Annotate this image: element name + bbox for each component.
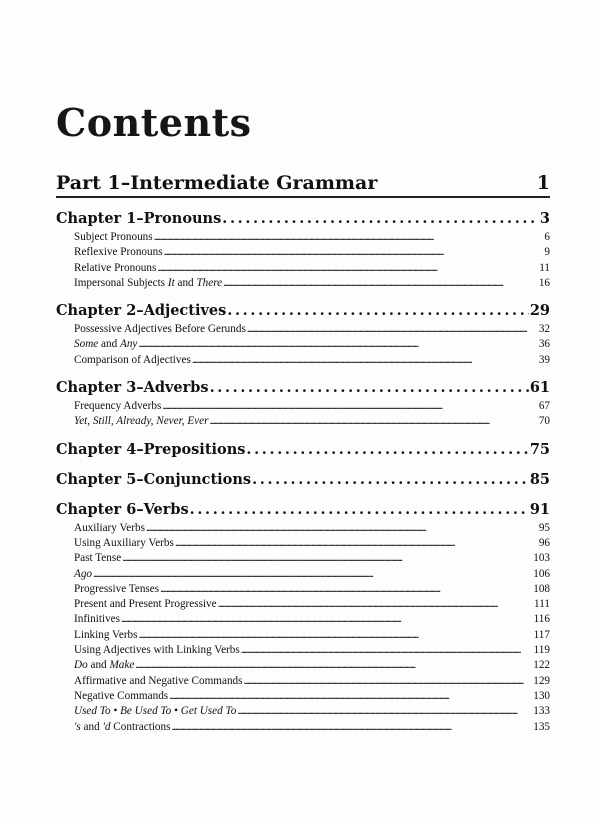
section-title [74, 720, 170, 735]
section-title [74, 353, 191, 368]
section-text: Progressive Tenses [74, 582, 160, 595]
dot-leader [222, 209, 539, 229]
section-text: Past Tense [74, 552, 122, 565]
section-page-number: 11 [539, 261, 550, 274]
section-page-number: 130 [533, 689, 550, 702]
dot-leader [138, 337, 537, 352]
chapter-page-number: 91 [529, 500, 550, 518]
section-title [74, 536, 174, 551]
section-page-number: 122 [533, 659, 550, 672]
section-title [74, 230, 153, 245]
section-title [74, 551, 121, 566]
chapter-entry [56, 209, 550, 291]
section-text: Possessive Adjectives Before Gerunds [74, 323, 246, 336]
section-row[interactable] [56, 414, 550, 429]
section-title [74, 567, 92, 582]
section-text: Infinitives [74, 613, 120, 626]
section-list [56, 399, 550, 430]
section-page-number: 133 [533, 705, 550, 718]
dot-leader [237, 704, 532, 719]
section-title [74, 414, 208, 429]
section-page-number: 96 [538, 536, 550, 549]
section-row[interactable] [56, 612, 550, 627]
chapter-title: Chapter 3–Adverbs [56, 379, 209, 397]
chapter-title: Chapter 2–Adjectives [56, 302, 227, 320]
section-text: and [174, 276, 197, 289]
part-heading [56, 172, 550, 198]
chapter-title: Chapter 6–Verbs [56, 500, 189, 518]
section-text: Negative Commands [74, 689, 169, 702]
section-title [74, 261, 156, 276]
section-row[interactable] [56, 245, 550, 260]
section-page-number: 108 [533, 582, 550, 595]
section-title [74, 628, 138, 643]
dot-leader [223, 276, 538, 291]
section-page-number: 111 [534, 598, 550, 611]
section-page-number: 103 [533, 552, 550, 565]
section-text: Using Auxiliary Verbs [74, 536, 174, 549]
dot-leader [246, 440, 528, 460]
section-title [74, 658, 134, 673]
dot-leader [135, 658, 532, 673]
chapter-entry [56, 500, 550, 735]
section-row[interactable] [56, 276, 550, 291]
section-row[interactable] [56, 230, 550, 245]
dot-leader [192, 353, 538, 368]
section-text: Affirmative and Negative Commands [74, 674, 243, 687]
dot-leader [209, 414, 537, 429]
section-title [74, 704, 236, 719]
dot-leader [218, 597, 533, 612]
page-title: Contents [56, 100, 252, 145]
dot-leader [162, 399, 538, 414]
chapter-title: Chapter 5–Conjunctions [56, 470, 252, 488]
dot-leader [121, 612, 533, 627]
chapter-row[interactable] [56, 301, 550, 321]
section-row[interactable] [56, 597, 550, 612]
section-row[interactable] [56, 720, 550, 735]
section-page-number: 106 [533, 567, 550, 580]
section-text: and [80, 720, 103, 733]
section-title [74, 643, 240, 658]
section-page-number: 67 [538, 400, 550, 413]
section-list [56, 322, 550, 368]
dot-leader [190, 500, 529, 520]
section-row[interactable] [56, 628, 550, 643]
dot-leader [244, 674, 533, 689]
chapter-page-number: 85 [529, 470, 550, 488]
section-row[interactable] [56, 704, 550, 719]
section-page-number: 16 [538, 276, 550, 289]
dot-leader [146, 521, 538, 536]
section-page-number: 36 [538, 338, 550, 351]
chapter-entry [56, 440, 550, 460]
chapter-entry [56, 301, 550, 368]
section-page-number: 6 [544, 231, 550, 243]
section-italic-text: Any [119, 338, 138, 351]
section-list [56, 521, 550, 735]
section-italic-text: 's [74, 720, 81, 733]
section-row[interactable] [56, 536, 550, 551]
dot-leader [154, 230, 544, 245]
dot-leader [122, 551, 532, 566]
section-text: Linking Verbs [74, 628, 138, 641]
section-title [74, 322, 246, 337]
section-row[interactable] [56, 674, 550, 689]
section-list [56, 230, 550, 291]
section-page-number: 39 [538, 353, 550, 366]
section-row[interactable] [56, 353, 550, 368]
section-row[interactable] [56, 551, 550, 566]
section-text: Frequency Adverbs [74, 400, 162, 413]
section-text: Using Adjectives with Linking Verbs [74, 644, 240, 657]
section-page-number: 70 [538, 415, 550, 428]
section-row[interactable] [56, 261, 550, 276]
part-label: Part 1–Intermediate Grammar [56, 172, 378, 194]
section-page-number: 95 [538, 521, 550, 534]
chapter-row[interactable] [56, 378, 550, 398]
section-page-number: 119 [533, 644, 550, 657]
section-title [74, 521, 145, 536]
section-italic-text: Used To • Be Used To • Get Used To [74, 705, 237, 718]
section-text: Auxiliary Verbs [74, 521, 145, 534]
chapter-page-number: 61 [529, 379, 550, 397]
section-page-number: 117 [533, 628, 550, 641]
chapter-row[interactable] [56, 209, 550, 229]
chapter-row[interactable] [56, 500, 550, 520]
chapter-page-number: 75 [529, 440, 550, 458]
dot-leader [241, 643, 533, 658]
section-italic-text: Some [74, 338, 99, 351]
section-text: Contractions [110, 720, 171, 733]
section-row[interactable] [56, 658, 550, 673]
section-title [74, 245, 163, 260]
chapter-entry [56, 378, 550, 430]
chapter-page-number: 29 [529, 302, 550, 320]
section-page-number: 32 [538, 323, 550, 336]
chapter-row[interactable] [56, 440, 550, 460]
section-title [74, 276, 222, 291]
chapter-row[interactable] [56, 470, 550, 490]
section-page-number: 129 [533, 674, 550, 687]
chapter-title: Chapter 1–Pronouns [56, 210, 222, 227]
section-row[interactable] [56, 567, 550, 582]
dot-leader [252, 470, 529, 490]
section-row[interactable] [56, 643, 550, 658]
section-page-number: 9 [544, 246, 550, 259]
section-title [74, 612, 120, 627]
section-italic-text: It [167, 276, 175, 289]
dot-leader [227, 301, 529, 321]
section-page-number: 116 [533, 613, 550, 626]
section-row[interactable] [56, 582, 550, 597]
dot-leader [169, 689, 532, 704]
part-page-number: 1 [536, 172, 550, 194]
section-title [74, 399, 161, 414]
section-italic-text: Ago [74, 567, 93, 580]
dot-leader [157, 261, 538, 276]
section-italic-text: There [196, 276, 223, 289]
section-text: and [87, 659, 110, 672]
section-italic-text: 'd [102, 720, 111, 733]
table-of-contents [56, 209, 550, 735]
section-row[interactable] [56, 399, 550, 414]
dot-leader [139, 628, 533, 643]
section-row[interactable] [56, 521, 550, 536]
section-text: Present and Present Progressive [74, 598, 217, 611]
section-row[interactable] [56, 337, 550, 352]
dot-leader [164, 245, 544, 260]
section-page-number: 135 [533, 720, 550, 733]
section-italic-text: Make [109, 659, 135, 672]
section-text: Reflexive Pronouns [74, 246, 163, 259]
section-row[interactable] [56, 689, 550, 704]
chapter-page-number: 3 [539, 210, 550, 227]
section-title [74, 674, 243, 689]
dot-leader [160, 582, 532, 597]
section-row[interactable] [56, 322, 550, 337]
section-title [74, 689, 168, 704]
dot-leader [175, 536, 538, 551]
section-text: Impersonal Subjects [74, 276, 168, 289]
section-text: Comparison of Adjectives [74, 353, 191, 366]
section-title [74, 597, 217, 612]
dot-leader [247, 322, 538, 337]
section-title [74, 582, 159, 597]
section-text: Subject Pronouns [74, 231, 153, 243]
section-text: Relative Pronouns [74, 261, 157, 274]
section-italic-text: Yet, Still, Already, Never, Ever [74, 415, 209, 428]
dot-leader [93, 567, 532, 582]
dot-leader [210, 378, 529, 398]
dot-leader [171, 720, 532, 735]
chapter-title: Chapter 4–Prepositions [56, 440, 246, 458]
section-italic-text: Do [74, 659, 88, 672]
section-text: and [98, 338, 120, 351]
chapter-entry [56, 470, 550, 490]
section-title [74, 337, 137, 352]
